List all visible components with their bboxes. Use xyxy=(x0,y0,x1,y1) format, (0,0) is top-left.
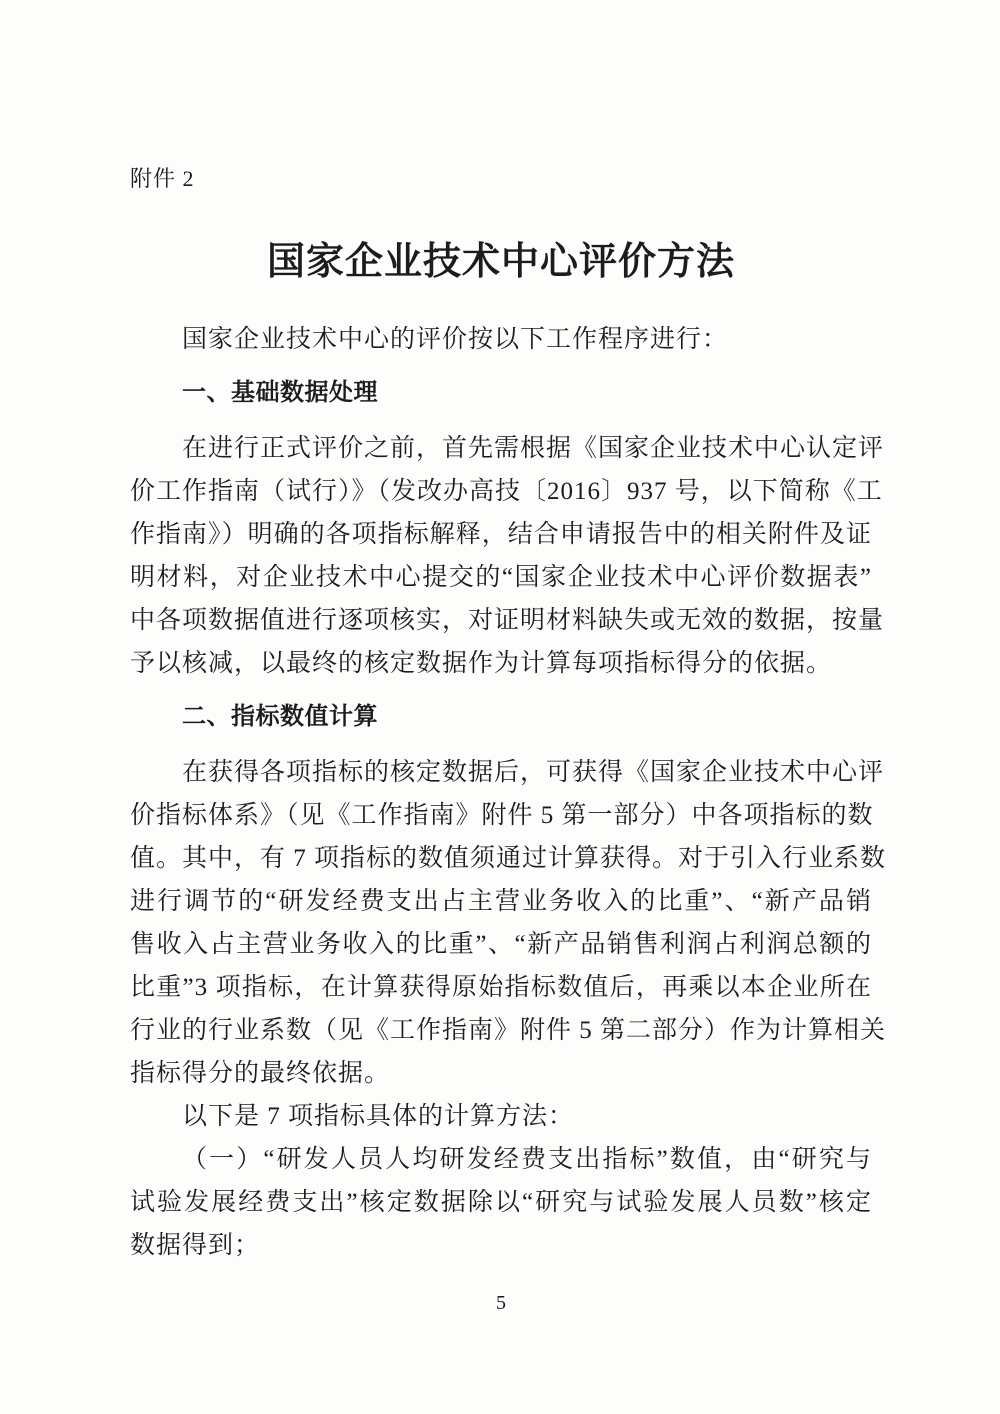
text-line: 明材料，对企业技术中心提交的“国家企业技术中心评价数据表” xyxy=(130,564,872,591)
methods-intro-line: 以下是 7 项指标具体的计算方法： xyxy=(182,1103,575,1130)
text-line: 指标得分的最终依据。 xyxy=(130,1060,391,1087)
section2-heading: 二、指标数值计算 xyxy=(182,703,378,730)
text-line: 试验发展经费支出”核定数据除以“研究与试验发展人员数”核定 xyxy=(130,1189,872,1216)
text-line: 值。其中，有 7 项指标的数值须通过计算获得。对于引入行业系数 xyxy=(130,845,887,872)
text-line: 中各项数据值进行逐项核实，对证明材料缺失或无效的数据，按量 xyxy=(130,607,885,634)
text-line: 行业的行业系数（见《工作指南》附件 5 第二部分）作为计算相关 xyxy=(130,1017,887,1044)
section1-paragraph xyxy=(130,427,885,685)
text-line: 作指南》）明确的各项指标解释，结合申请报告中的相关附件及证 xyxy=(130,521,872,548)
attachment-label: 附件 2 xyxy=(130,166,195,191)
document-title: 国家企业技术中心评价方法 xyxy=(266,241,735,283)
text-line: 价指标体系》（见《工作指南》附件 5 第一部分）中各项指标的数 xyxy=(130,802,874,829)
text-line: 在进行正式评价之前，首先需根据《国家企业技术中心认定评 xyxy=(182,435,885,462)
text-line: 进行调节的“研发经费支出占主营业务收入的比重”、“新产品销 xyxy=(130,888,872,915)
text-line: 予以核减，以最终的核定数据作为计算每项指标得分的依据。 xyxy=(130,650,833,677)
text-line: （一）“研发人员人均研发经费支出指标”数值，由“研究与 xyxy=(182,1146,872,1173)
text-line: 数据得到； xyxy=(130,1232,261,1259)
intro-line: 国家企业技术中心的评价按以下工作程序进行： xyxy=(182,326,729,353)
section2-paragraph xyxy=(130,751,887,1095)
page-number: 5 xyxy=(496,1292,506,1314)
method1-paragraph xyxy=(130,1138,872,1267)
section1-heading: 一、基础数据处理 xyxy=(182,379,378,406)
text-line: 售收入占主营业务收入的比重”、“新产品销售利润占利润总额的 xyxy=(130,931,872,958)
text-line: 价工作指南（试行）》（发改办高技〔2016〕937 号，以下简称《工 xyxy=(130,478,883,505)
text-line: 在获得各项指标的核定数据后，可获得《国家企业技术中心评 xyxy=(182,759,885,786)
text-line: 比重”3 项指标，在计算获得原始指标数值后，再乘以本企业所在 xyxy=(130,974,872,1001)
document-content xyxy=(130,0,887,1317)
